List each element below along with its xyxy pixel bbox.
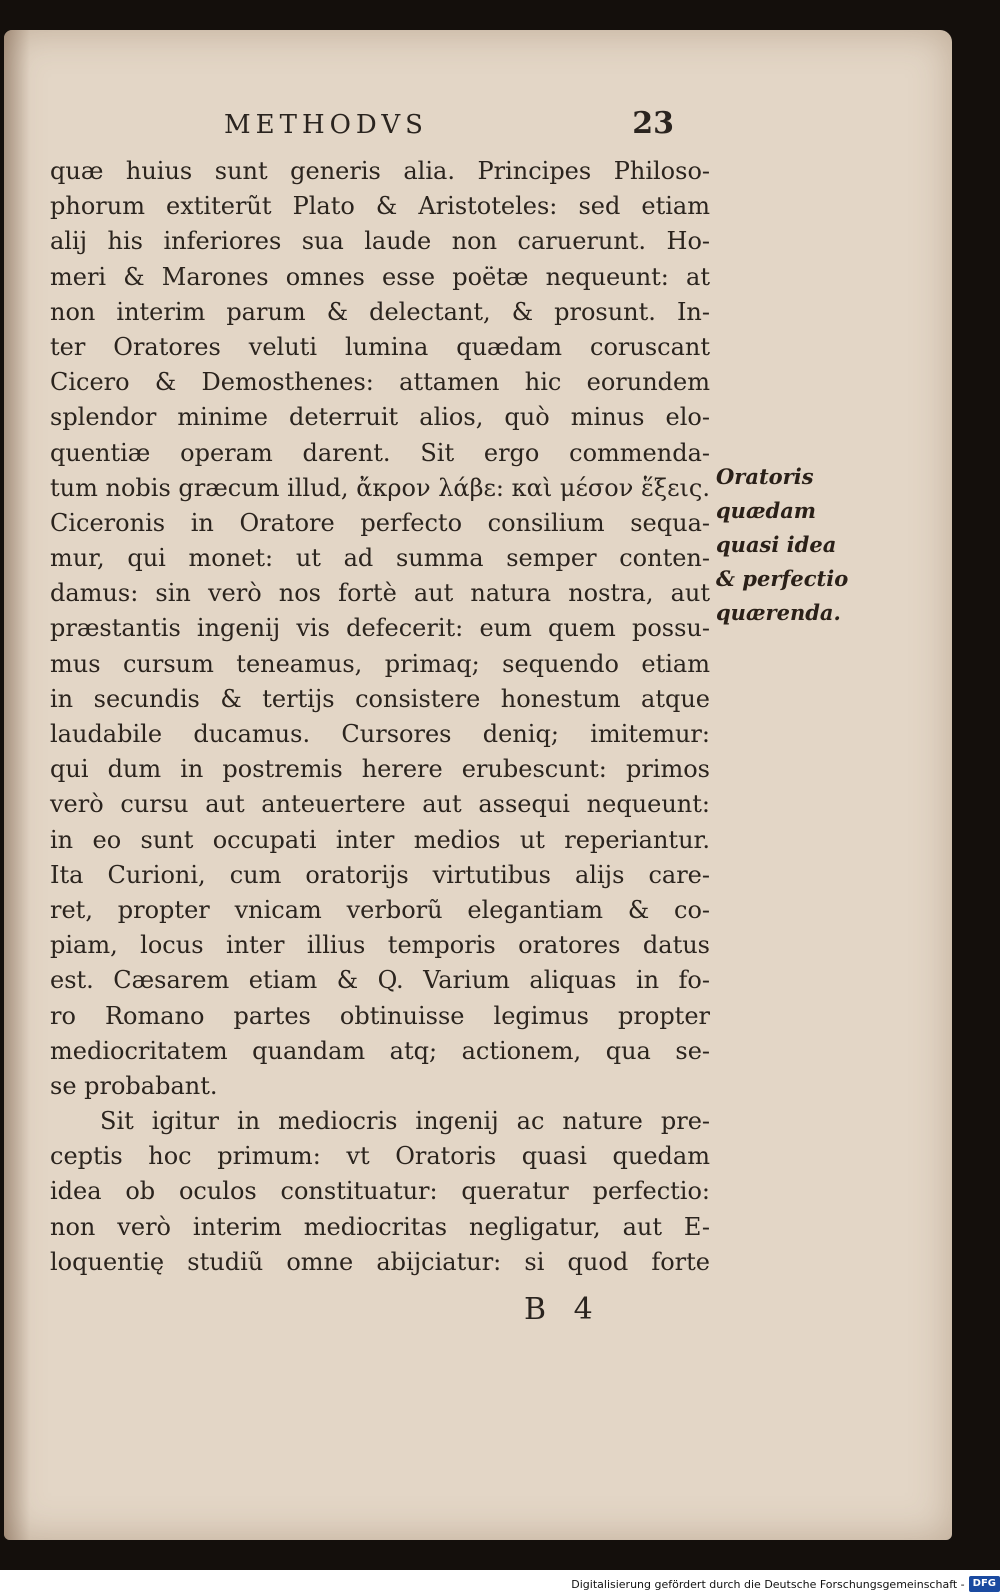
text-line: ter Oratores veluti lumina quædam coruscant xyxy=(50,332,710,361)
text-line: loquentię studiũ omne abijciatur: si quod forte xyxy=(50,1247,710,1276)
text-line: in secundis & tertijs consistere honestum atque xyxy=(50,684,710,713)
text-line: præstantis ingenij vis defecerit: eum quem possu- xyxy=(50,614,710,643)
text-line: in eo sunt occupati inter medios ut reperiantur. xyxy=(50,825,710,854)
text-line: ro Romano partes obtinuisse legimus propter xyxy=(50,1001,710,1030)
margin-note-line: quædam xyxy=(716,498,817,523)
margin-note-line: Oratoris xyxy=(716,464,814,489)
text-line: Sit igitur in mediocris ingenij ac nature pre- xyxy=(100,1107,710,1136)
text-line: ret, propter vnicam verborũ elegantiam & co- xyxy=(50,895,710,924)
text-line: idea ob oculos constituatur: queratur perfectio: xyxy=(50,1177,710,1206)
text-line: damus: sin verò nos fortè aut natura nostra, aut xyxy=(50,579,710,608)
text-line: mediocritatem quandam atq; actionem, qua se- xyxy=(50,1036,710,1065)
running-title: METHODVS xyxy=(224,110,428,140)
running-head xyxy=(204,106,674,146)
text-line: se probabant. xyxy=(50,1071,218,1100)
text-line: mus cursum teneamus, primaq; sequendo etiam xyxy=(50,649,710,678)
text-line: verò cursu aut anteuertere aut assequi nequeunt: xyxy=(50,790,710,819)
text-line: Ita Curioni, cum oratorijs virtutibus alijs care- xyxy=(50,860,710,889)
text-line: alij his inferiores sua laude non caruerunt. Ho- xyxy=(50,227,710,256)
text-line: non verò interim mediocritas negligatur, aut E- xyxy=(50,1212,710,1241)
text-line: splendor minime deterruit alios, quò minus elo- xyxy=(50,403,710,432)
text-line: est. Cæsarem etiam & Q. Varium aliquas in fo- xyxy=(50,966,710,995)
text-line: quæ huius sunt generis alia. Principes Philoso- xyxy=(50,157,710,185)
book-page xyxy=(4,30,952,1540)
margin-note xyxy=(716,460,856,630)
body-text xyxy=(50,154,710,1280)
text-line: Ciceronis in Oratore perfecto consilium sequa- xyxy=(50,508,710,537)
text-line: mur, qui monet: ut ad summa semper conten- xyxy=(50,544,710,573)
text-line: qui dum in postremis herere erubescunt: primos xyxy=(50,755,710,784)
text-line: phorum extiterũt Plato & Aristoteles: sed etiam xyxy=(50,192,710,221)
text-line: piam, locus inter illius temporis oratores datus xyxy=(50,931,710,960)
margin-note-line: quærenda. xyxy=(716,600,841,625)
text-line: quentiæ operam darent. Sit ergo commenda- xyxy=(50,438,710,467)
text-line: meri & Marones omnes esse poëtæ nequeunt: at xyxy=(50,262,710,291)
funding-credit-text: Digitalisierung gefördert durch die Deutsche Forschungsgemeinschaft - xyxy=(571,1577,965,1591)
margin-note-line: & perfectio xyxy=(716,566,849,591)
text-line: tum nobis græcum illud, ἄκρον λάβε: καὶ μέσον ἕξεις. xyxy=(50,473,710,502)
text-line: ceptis hoc primum: vt Oratoris quasi quedam xyxy=(50,1142,710,1171)
signature-mark: B 4 xyxy=(524,1292,593,1327)
text-line: non interim parum & delectant, & prosunt. In- xyxy=(50,297,710,326)
text-line: Cicero & Demosthenes: attamen hic eorundem xyxy=(50,368,710,397)
text-line: laudabile ducamus. Cursores deniq; imitemur: xyxy=(50,720,710,748)
dfg-logo: DFG xyxy=(969,1576,1000,1592)
footer-credit xyxy=(571,1574,1000,1594)
margin-note-line: quasi idea xyxy=(716,532,837,557)
page-number: 23 xyxy=(632,106,674,141)
